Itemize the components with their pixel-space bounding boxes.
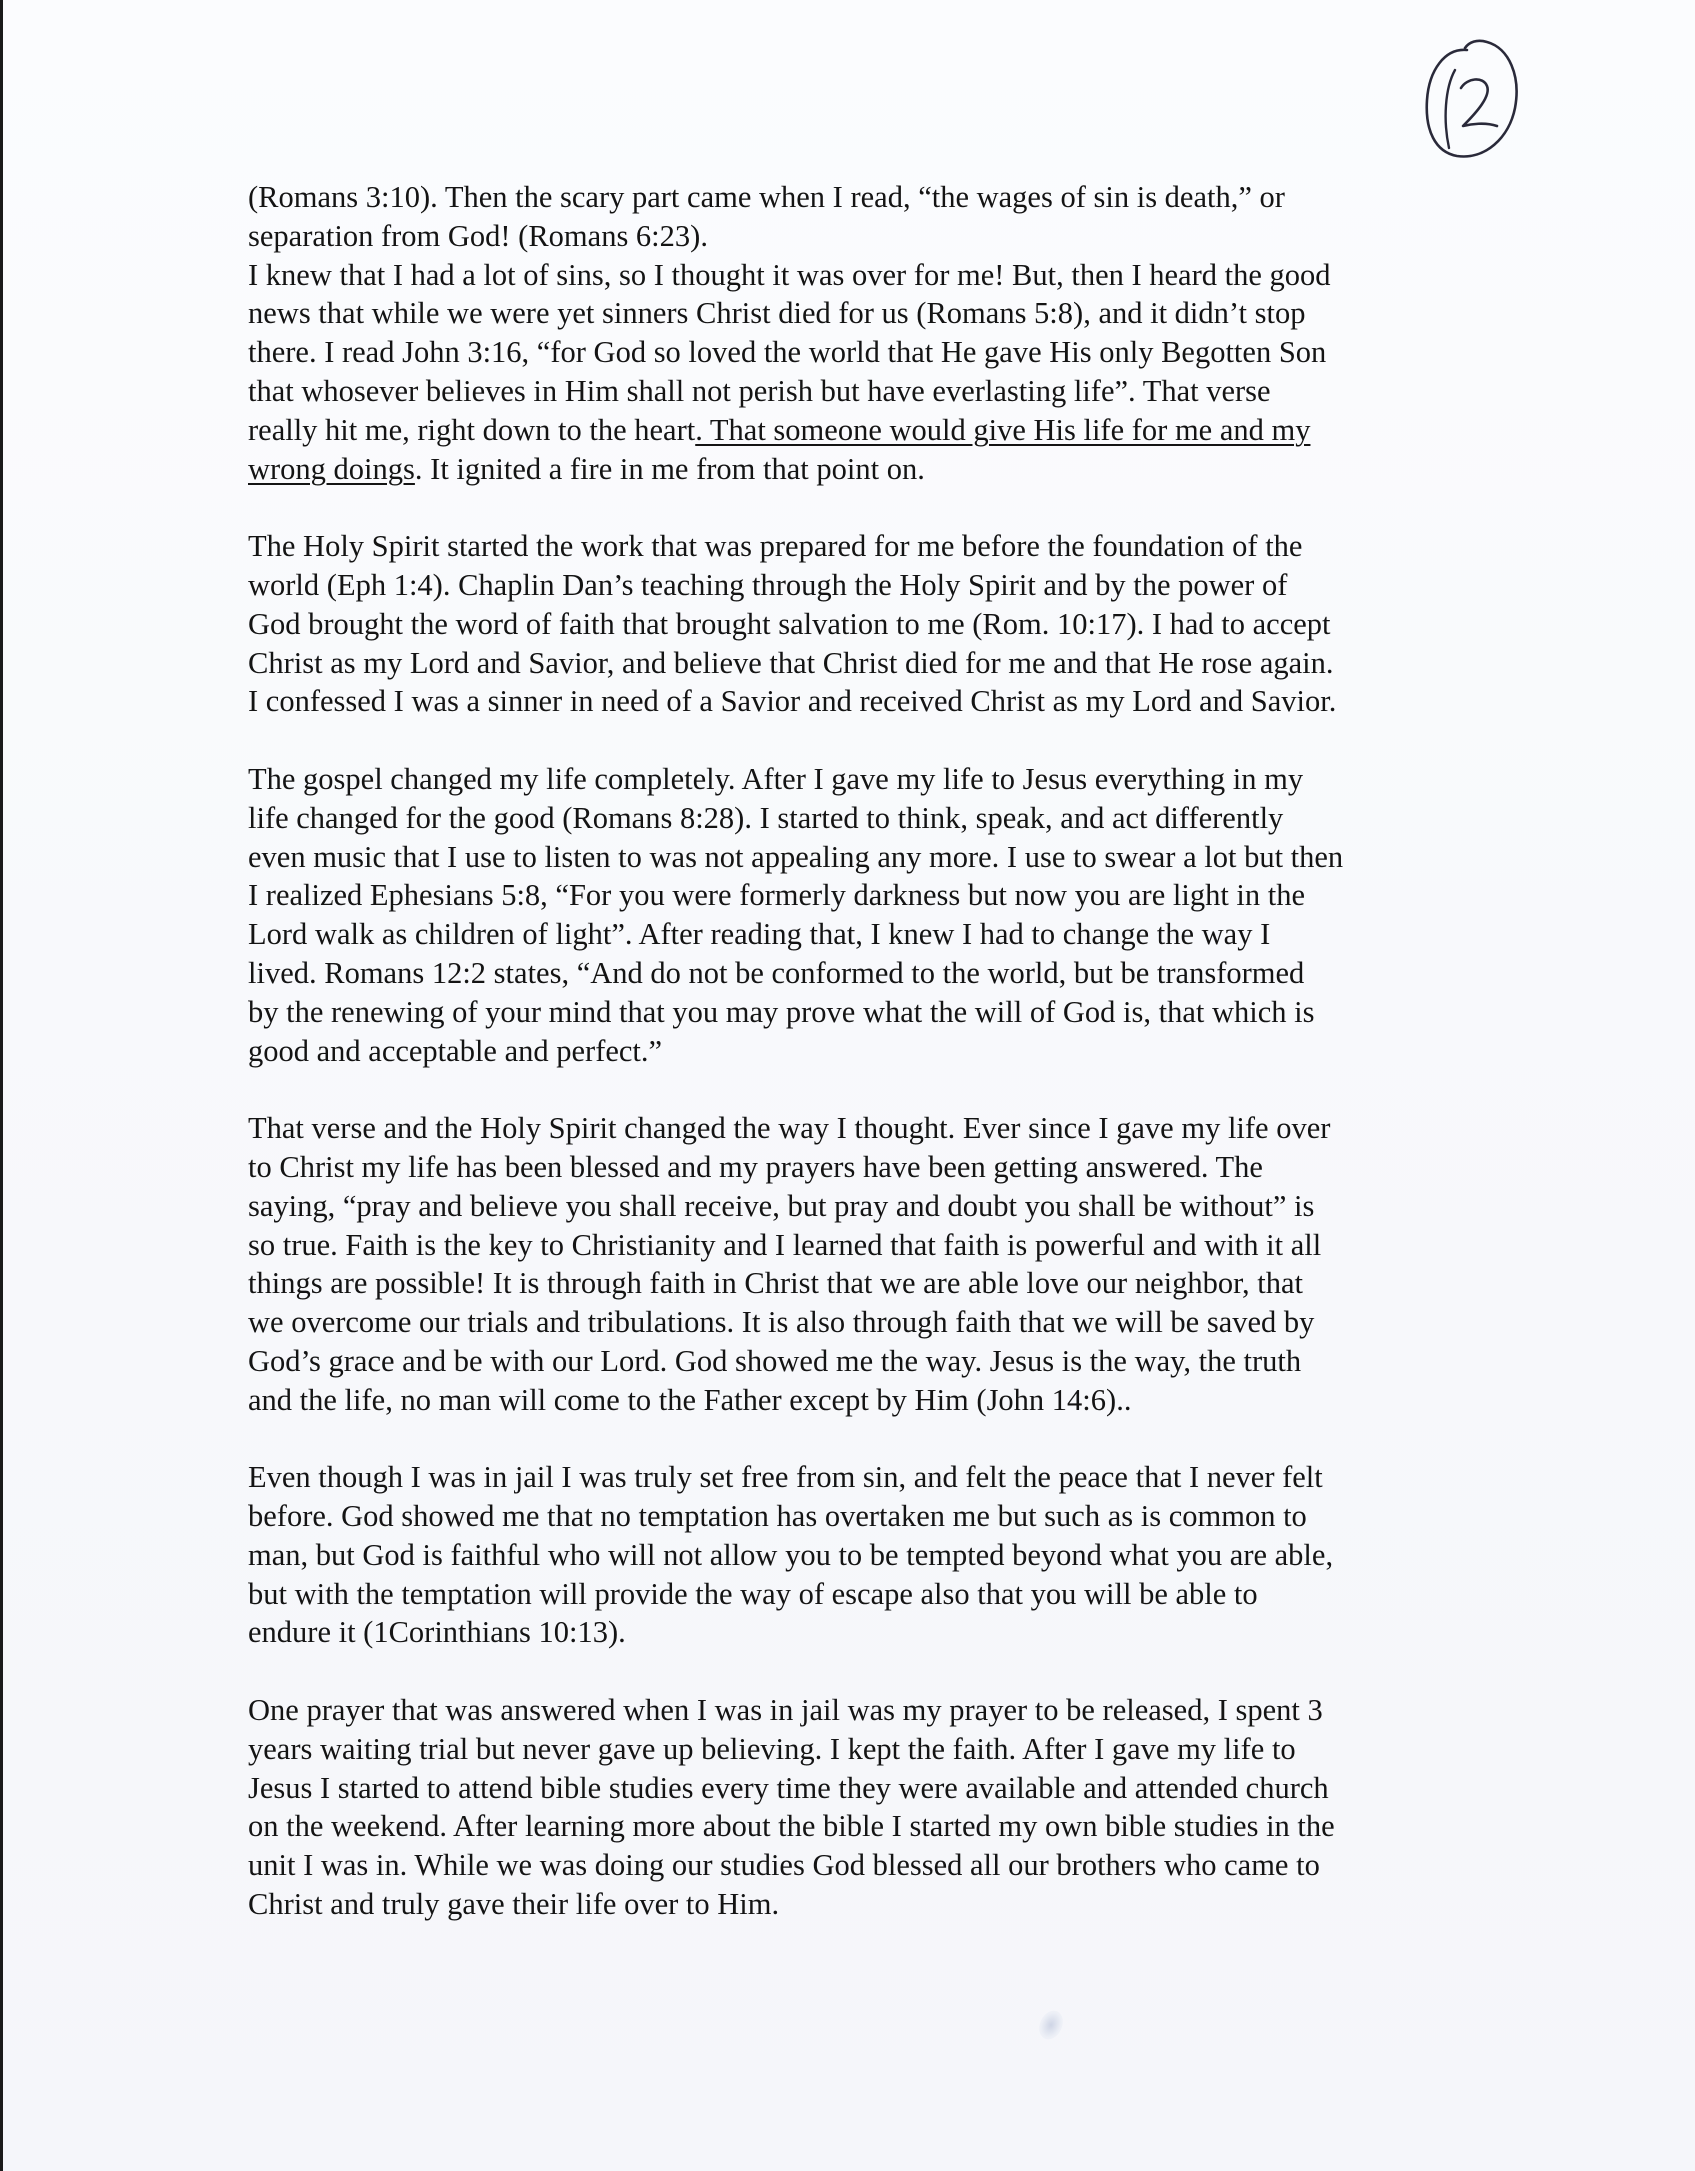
text-line: things are possible! It is through faith in Christ that we are able love our neighbor, that bbox=[248, 1266, 1304, 1301]
text-line: there. I read John 3:16, “for God so loved the world that He gave His only Begotten Son bbox=[248, 335, 1327, 370]
paragraph-1 bbox=[248, 178, 1468, 256]
text-line: (Romans 3:10). Then the scary part came when I read, “the wages of sin is death,” or bbox=[248, 180, 1285, 214]
paragraph-3 bbox=[248, 527, 1468, 721]
paragraph-4 bbox=[248, 760, 1468, 1070]
text-line: separation from God! (Romans 6:23). bbox=[248, 218, 708, 253]
handwritten-page-number bbox=[1405, 30, 1535, 170]
text-span: . It ignited a fire in me from that point on. bbox=[414, 451, 925, 486]
paragraph-2 bbox=[248, 256, 1468, 489]
text-line: The gospel changed my life completely. After I gave my life to Jesus everything in my bbox=[248, 761, 1304, 796]
text-line: Jesus I started to attend bible studies every time they were available and attended church bbox=[248, 1770, 1329, 1805]
text-line: that whosever believes in Him shall not perish but have everlasting life”. That verse bbox=[248, 373, 1271, 408]
scan-left-edge bbox=[0, 0, 3, 2171]
text-line: I confessed I was a sinner in need of a Savior and received Christ as my Lord and Savior. bbox=[248, 684, 1337, 719]
text-line: years waiting trial but never gave up believing. I kept the faith. After I gave my life to bbox=[248, 1731, 1296, 1766]
text-line: on the weekend. After learning more about the bible I started my own bible studies in the bbox=[248, 1809, 1335, 1844]
text-line: unit I was in. While we was doing our studies God blessed all our brothers who came to bbox=[248, 1848, 1320, 1883]
text-line: saying, “pray and believe you shall receive, but pray and doubt you shall be without” is bbox=[248, 1188, 1315, 1223]
text-line: and the life, no man will come to the Father except by Him (John 14:6).. bbox=[248, 1382, 1132, 1417]
text-line: before. God showed me that no temptation has overtaken me but such as is common to bbox=[248, 1499, 1307, 1534]
text-line: God brought the word of faith that brought salvation to me (Rom. 10:17). I had to accept bbox=[248, 606, 1331, 641]
text-line: God’s grace and be with our Lord. God showed me the way. Jesus is the way, the truth bbox=[248, 1343, 1302, 1378]
text-line: but with the temptation will provide the way of escape also that you will be able to bbox=[248, 1576, 1258, 1611]
paragraph-7 bbox=[248, 1691, 1468, 1924]
text-line: by the renewing of your mind that you may prove what the will of God is, that which is bbox=[248, 994, 1315, 1029]
underlined-text: wrong doings bbox=[248, 451, 415, 486]
text-line: world (Eph 1:4). Chaplin Dan’s teaching through the Holy Spirit and by the power of bbox=[248, 567, 1288, 602]
text-line: even music that I use to listen to was not appealing any more. I use to swear a lot but then bbox=[248, 839, 1344, 874]
underlined-text: . That someone would give His life for me and my bbox=[695, 412, 1311, 447]
text-span: really hit me, right down to the heart bbox=[248, 412, 696, 447]
text-line: That verse and the Holy Spirit changed the way I thought. Ever since I gave my life over bbox=[248, 1111, 1331, 1146]
text-line: I knew that I had a lot of sins, so I thought it was over for me! But, then I heard the good bbox=[248, 257, 1331, 292]
text-line: Christ as my Lord and Savior, and believe that Christ died for me and that He rose again. bbox=[248, 645, 1334, 680]
text-line: Lord walk as children of light”. After reading that, I knew I had to change the way I bbox=[248, 917, 1271, 952]
text-line: good and acceptable and perfect.” bbox=[248, 1033, 663, 1068]
text-line: One prayer that was answered when I was in jail was my prayer to be released, I spent 3 bbox=[248, 1693, 1323, 1728]
paragraph-5 bbox=[248, 1109, 1468, 1419]
text-line: life changed for the good (Romans 8:28). I started to think, speak, and act differently bbox=[248, 800, 1284, 835]
text-line: to Christ my life has been blessed and my prayers have been getting answered. The bbox=[248, 1149, 1263, 1184]
text-line: endure it (1Corinthians 10:13). bbox=[248, 1615, 626, 1650]
text-line bbox=[248, 411, 1468, 450]
text-line: Christ and truly gave their life over to Him. bbox=[248, 1887, 780, 1922]
text-line: I realized Ephesians 5:8, “For you were formerly darkness but now you are light in the bbox=[248, 878, 1306, 913]
circled-number-mark bbox=[1405, 30, 1535, 170]
paragraph-6 bbox=[248, 1458, 1468, 1652]
text-line: news that while we were yet sinners Christ died for us (Romans 5:8), and it didn’t stop bbox=[248, 296, 1306, 331]
text-line: we overcome our trials and tribulations. It is also through faith that we will be saved by bbox=[248, 1305, 1315, 1340]
text-line: man, but God is faithful who will not allow you to be tempted beyond what you are able, bbox=[248, 1537, 1334, 1572]
text-line: so true. Faith is the key to Christianity and I learned that faith is powerful and with it all bbox=[248, 1227, 1322, 1262]
text-line: Even though I was in jail I was truly set free from sin, and felt the peace that I never felt bbox=[248, 1460, 1323, 1495]
letter-body bbox=[248, 178, 1468, 1963]
scan-smudge bbox=[1035, 2007, 1068, 2043]
text-line: The Holy Spirit started the work that was prepared for me before the foundation of the bbox=[248, 529, 1303, 564]
text-line: lived. Romans 12:2 states, “And do not be conformed to the world, but be transformed bbox=[248, 955, 1305, 990]
text-line bbox=[248, 450, 1468, 489]
